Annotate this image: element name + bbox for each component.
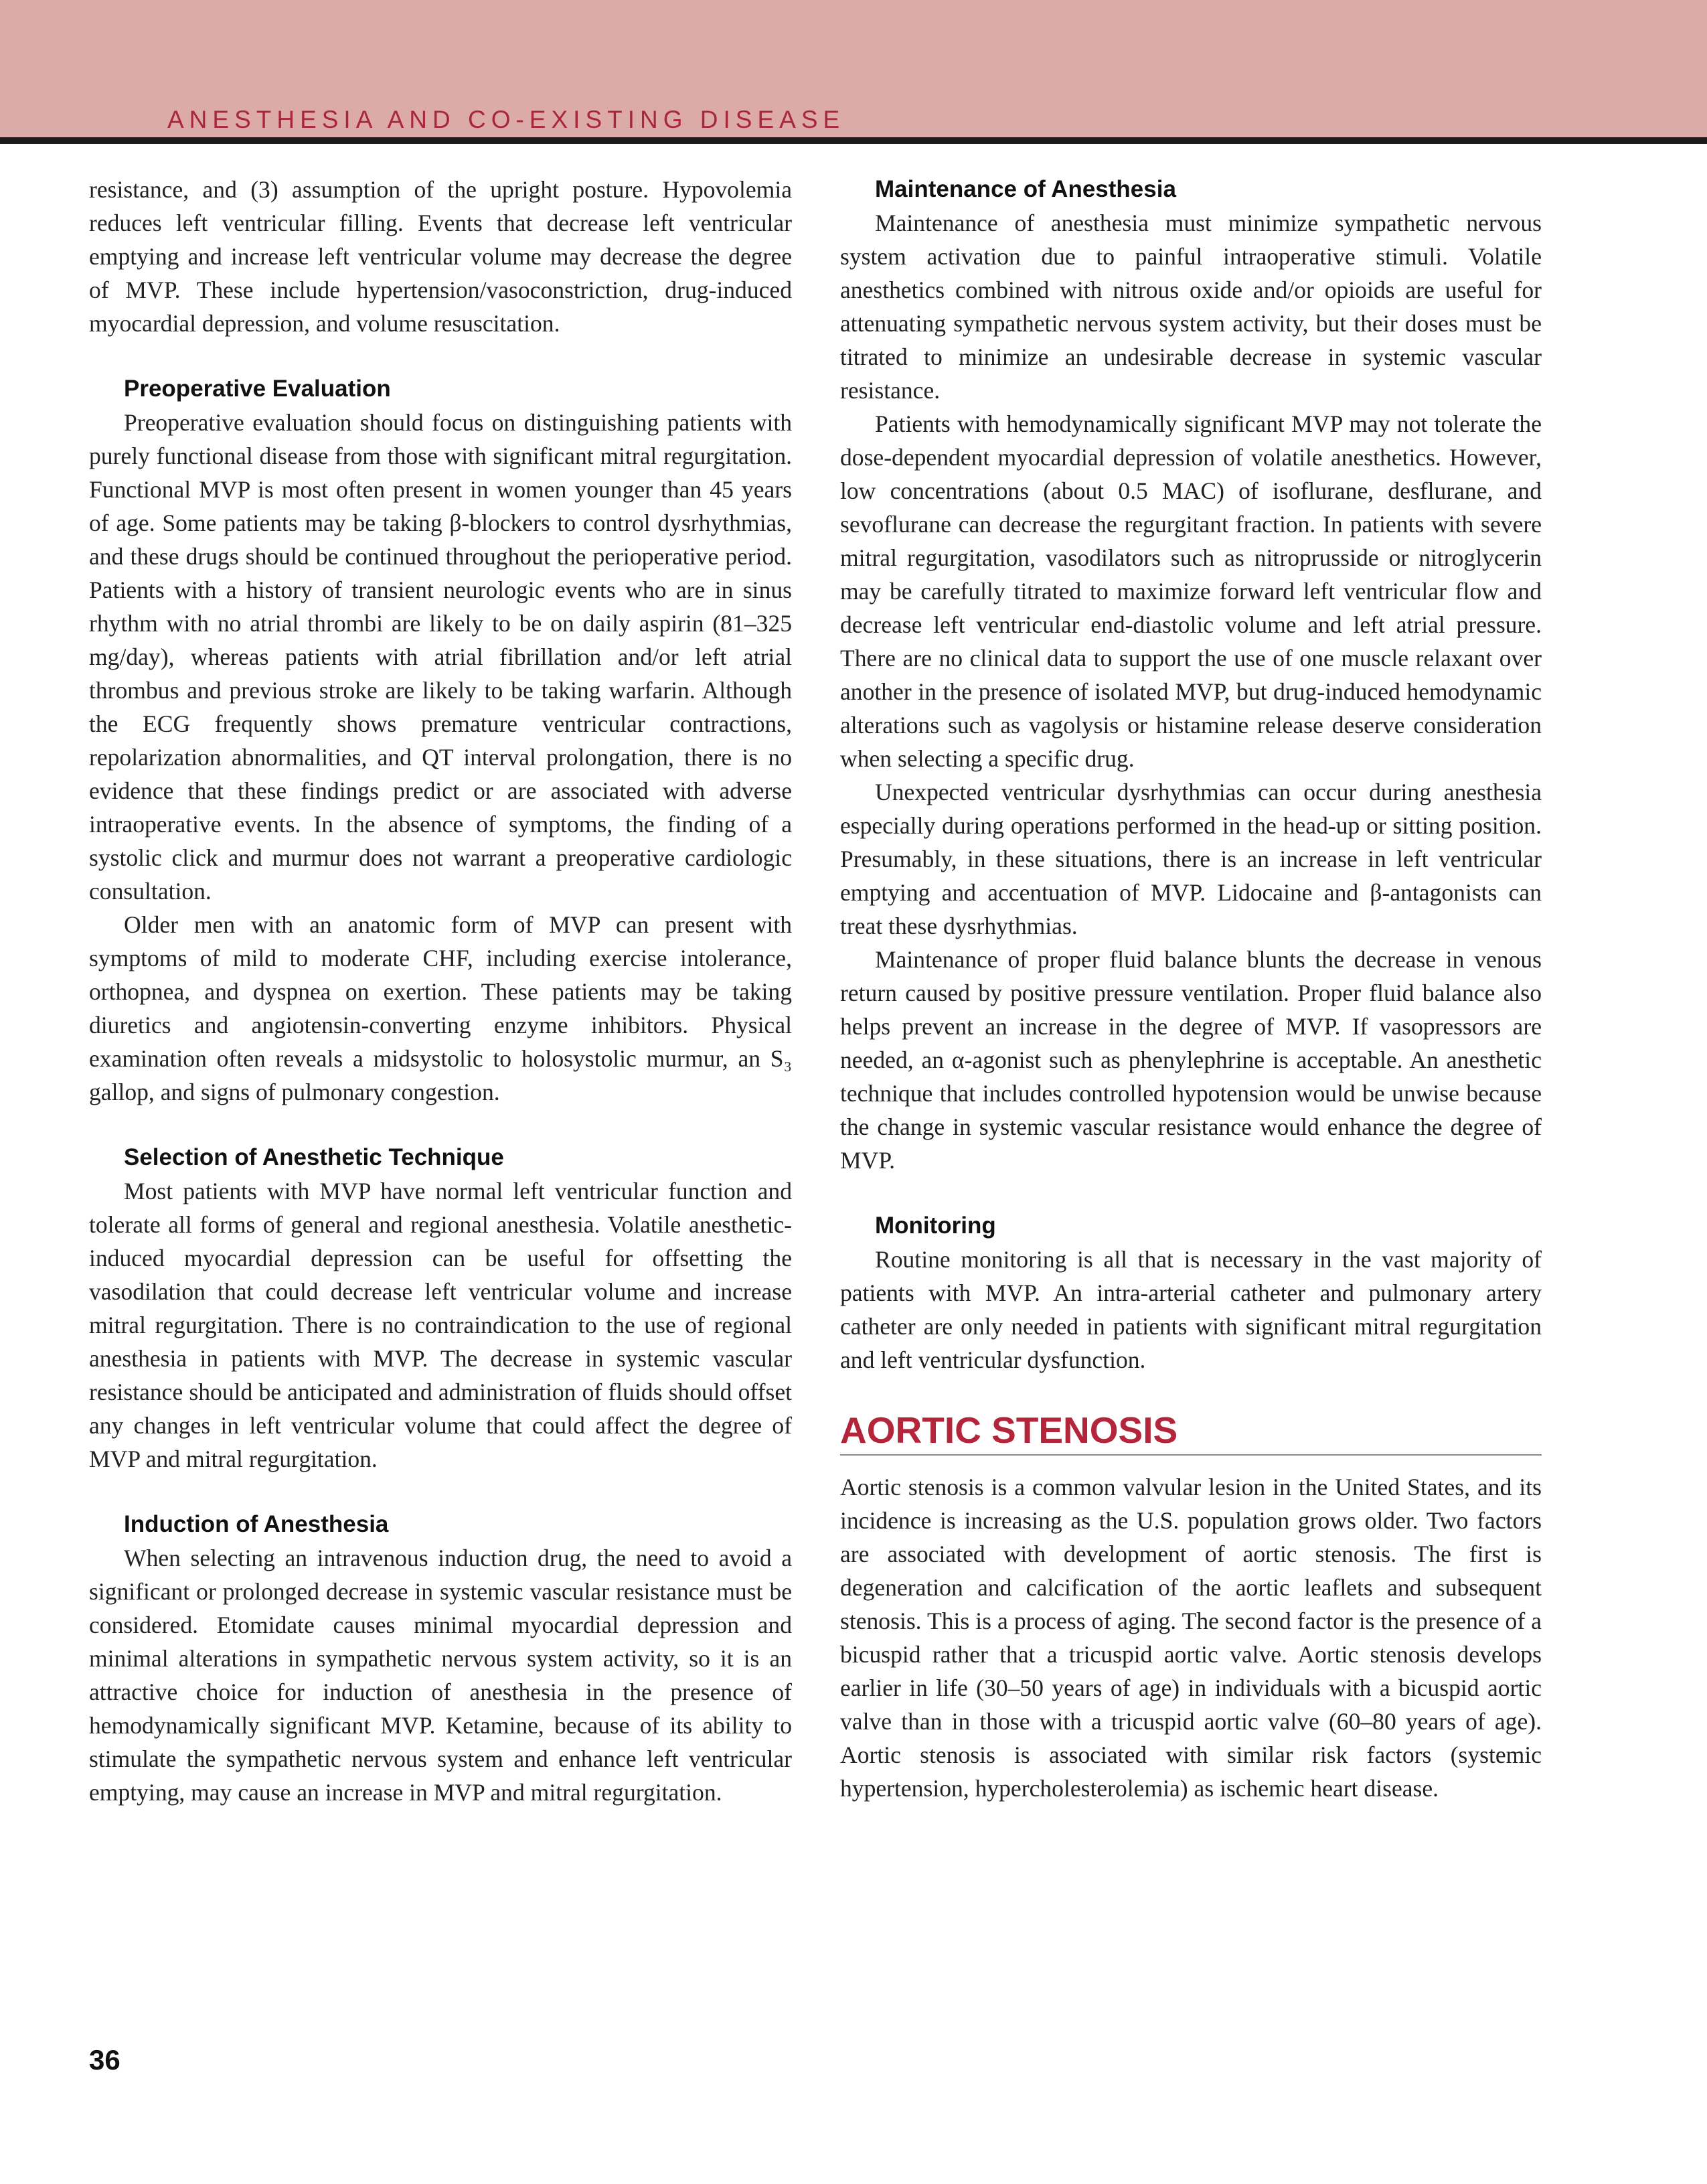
paragraph: Most patients with MVP have normal left ventricular function and tolerate all forms of general and regional anesthesia. Volatile anesthetic-induced myocardial depression can be useful for offsetting the vasodilation that could decrease left ventricular volume and increase mitral regurgitation. There is no contraindication to the use of regional anesthesia in patients with MVP. The decrease in systemic vascular resistance should be anticipated and administration of fluids should offset any changes in left ventricular volume that could affect the degree of MVP and mitral regurgitation. xyxy=(89,1178,792,1472)
paragraph: Patients with hemodynamically significant MVP may not tolerate the dose-dependent myocardial depression of volatile anesthetics. However, low concentrations (about 0.5 MAC) of isoflurane, desflurane, and sevoflurane can decrease the regurgitant fraction. In patients with severe mitral regurgitation, vasodilators such as nitroprusside or nitroglycerin may be carefully titrated to maximize forward left ventricular flow and decrease left ventricular end-diastolic volume and left atrial pressure. There are no clinical data to support the use of one muscle relaxant over another in the presence of isolated MVP, but drug-induced hemodynamic alterations such as vagolysis or histamine release deserve consideration when selecting a specific drug. xyxy=(840,410,1542,772)
paragraph: Maintenance of anesthesia must minimize sympathetic nervous system activation due to painful intraoperative stimuli. Volatile anesthetics combined with nitrous oxide and/or opioids are useful for attenuating sympathetic nervous system activity, but their doses must be titrated to minimize an undesirable decrease in systemic vascular resistance. xyxy=(840,210,1542,404)
major-heading-aortic-stenosis: AORTIC STENOSIS xyxy=(840,1409,1542,1456)
section-heading-induction: Induction of Anesthesia xyxy=(124,1511,389,1537)
right-column xyxy=(840,173,1542,1805)
paragraph: Preoperative evaluation should focus on distinguishing patients with purely functional disease from those with significant mitral regurgitation. Functional MVP is most often present in women younger than 45 years of age. Some patients may be taking β-blockers to control dysrhythmias, and these drugs should be continued throughout the perioperative period. Patients with a history of transient neurologic events who are in sinus rhythm with no atrial thrombi are likely to be on daily aspirin (81–325 mg/day), whereas patients with atrial fibrillation and/or left atrial thrombus and previous stroke are likely to be taking warfarin. Although the ECG frequently shows premature ventricular contractions, repolarization abnormalities, and QT interval prolongation, there is no evidence that these findings predict or are associated with adverse intraoperative events. In the absence of symptoms, the finding of a systolic click and murmur does not warrant a preoperative cardiologic consultation. xyxy=(89,409,792,905)
section-heading-maintenance: Maintenance of Anesthesia xyxy=(875,176,1176,202)
paragraph: Older men with an anatomic form of MVP can present with symptoms of mild to moderate CHF, including exercise intolerance, orthopnea, and dyspnea on exertion. These patients may be taking diuretics and angiotensin-converting enzyme inhibitors. Physical examination often reveals a midsystolic to holosystolic murmur, an S₃ gallop, and signs of pulmonary congestion. xyxy=(89,911,792,1105)
paragraph: Unexpected ventricular dysrhythmias can occur during anesthesia especially during operations performed in the head-up or sitting position. Presumably, in these situations, there is an increase in left ventricular emptying and accentuation of MVP. Lidocaine and β-antagonists can treat these dysrhythmias. xyxy=(840,779,1542,939)
paragraph: When selecting an intravenous induction drug, the need to avoid a significant or prolonged decrease in systemic vascular resistance must be considered. Etomidate causes minimal myocardial depression and minimal alterations in sympathetic nervous system activity, so it is an attractive choice for induction of anesthesia in the presence of hemodynamically significant MVP. Ketamine, because of its ability to stimulate the sympathetic nervous system and enhance left ventricular emptying, may cause an increase in MVP and mitral regurgitation. xyxy=(89,1545,792,1806)
section-heading-preoperative: Preoperative Evaluation xyxy=(124,376,391,402)
paragraph: Aortic stenosis is a common valvular lesion in the United States, and its incidence is increasing as the U.S. population grows older. Two factors are associated with development of aortic stenosis. The first is degeneration and calcification of the aortic leaflets and subsequent stenosis. This is a process of aging. The second factor is the presence of a bicuspid rather that a tricuspid aortic valve. Aortic stenosis develops earlier in life (30–50 years of age) in individuals with a bicuspid aortic valve than in those with a tricuspid aortic valve (60–80 years of age). Aortic stenosis is associated with similar risk factors (systemic hypertension, hypercholesterolemia) as ischemic heart disease. xyxy=(840,1474,1542,1802)
section-heading-monitoring: Monitoring xyxy=(875,1213,996,1239)
page-number: 36 xyxy=(89,2044,120,2076)
paragraph: Maintenance of proper fluid balance blunts the decrease in venous return caused by positive pressure ventilation. Proper fluid balance also helps prevent an increase in the degree of MVP. If vasopressors are needed, an α-agonist such as phenylephrine is acceptable. An anesthetic technique that includes controlled hypotension would be unwise because the change in systemic vascular resistance would enhance the degree of MVP. xyxy=(840,946,1542,1174)
paragraph: resistance, and (3) assumption of the upright posture. Hypovolemia reduces left ventricular filling. Events that decrease left ventricular emptying and increase left ventricular volume may decrease the degree of MVP. These include hypertension/vasoconstriction, drug-induced myocardial depression, and volume resuscitation. xyxy=(89,176,792,337)
left-column xyxy=(89,173,792,1809)
paragraph: Routine monitoring is all that is necessary in the vast majority of patients with MVP. An intra-arterial catheter and pulmonary artery catheter are only needed in patients with significant mitral regurgitation and left ventricular dysfunction. xyxy=(840,1246,1542,1373)
running-title: ANESTHESIA AND CO-EXISTING DISEASE xyxy=(167,106,845,133)
header-rule xyxy=(0,137,1707,144)
section-heading-technique: Selection of Anesthetic Technique xyxy=(124,1144,504,1170)
